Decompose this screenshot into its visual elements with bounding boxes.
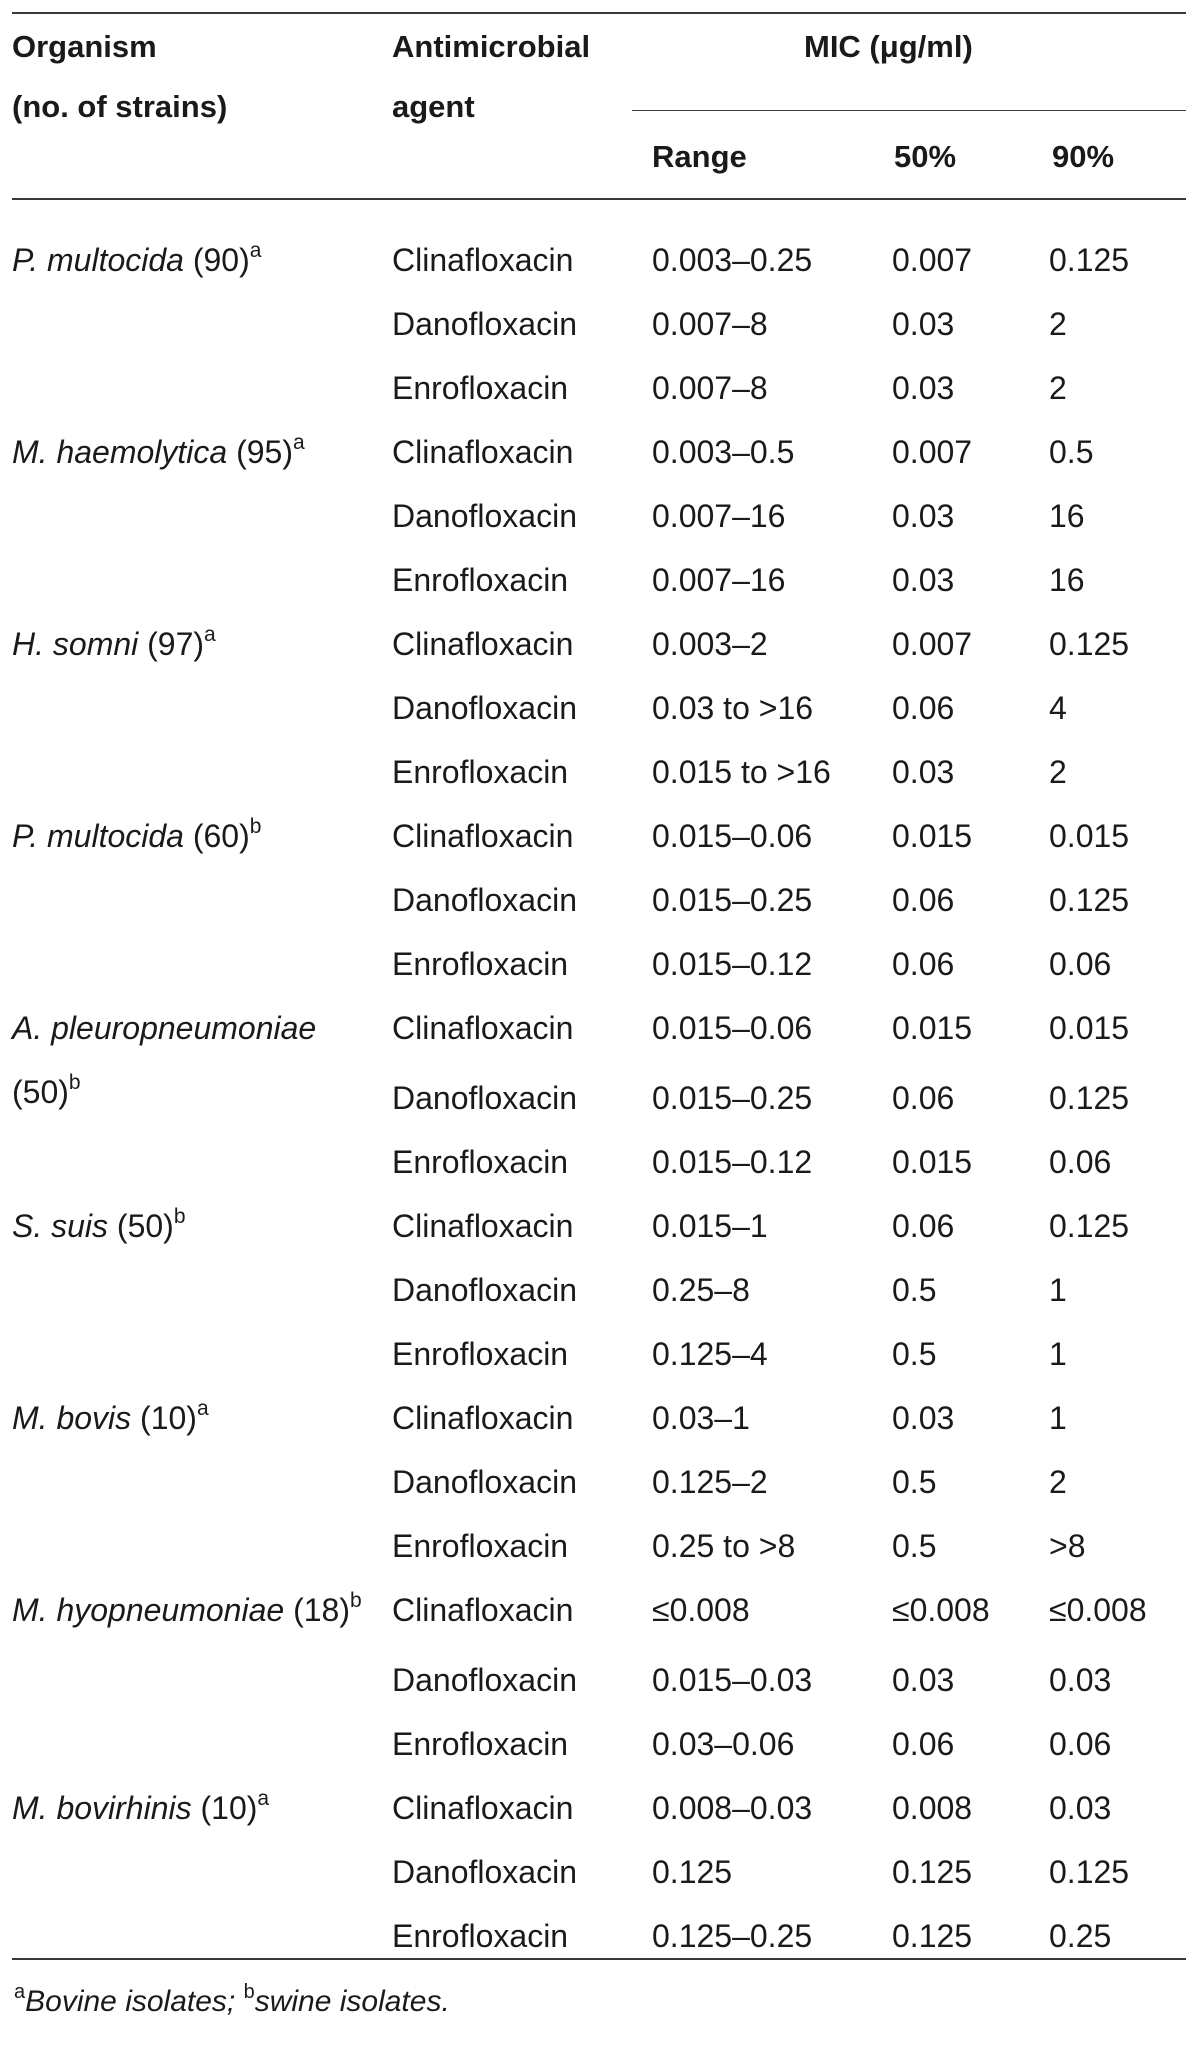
range-cell: 0.015–0.25 — [652, 1080, 813, 1116]
organism-strain-count: (97) — [147, 626, 205, 662]
agent-cell: Danofloxacin — [392, 1662, 577, 1698]
mic50-cell: 0.06 — [892, 882, 955, 918]
organism-strain-count: (50) — [12, 1074, 69, 1110]
header-bottom-rule — [12, 198, 1186, 200]
organism-strain-count: (95) — [236, 434, 293, 470]
mic50-cell: 0.03 — [892, 1400, 955, 1436]
range-cell: 0.125–2 — [652, 1464, 768, 1500]
organism-cell — [12, 1578, 382, 1642]
agent-cell: Enrofloxacin — [392, 946, 569, 982]
agent-cell: Clinafloxacin — [392, 1010, 574, 1046]
organism-cell — [12, 612, 216, 676]
agent-cell: Enrofloxacin — [392, 1918, 569, 1954]
organism-source-mark: b — [249, 815, 262, 838]
mic50-cell: 0.06 — [892, 1080, 955, 1116]
mic90-cell: 0.125 — [1049, 1854, 1130, 1890]
organism-cell — [12, 1776, 269, 1840]
organism-name: M. hyopneumoniae — [12, 1592, 285, 1628]
header-agent-line1: Antimicrobial — [392, 29, 591, 64]
mic50-cell: 0.03 — [892, 1662, 955, 1698]
mic90-cell: 0.06 — [1049, 1726, 1112, 1762]
mic50-cell: 0.007 — [892, 242, 973, 278]
mic50-cell: 0.015 — [892, 1144, 973, 1180]
mic90-cell: 2 — [1049, 1464, 1067, 1500]
agent-cell: Enrofloxacin — [392, 1528, 569, 1564]
table-bottom-rule — [12, 1958, 1186, 1960]
organism-name: P. multocida — [12, 242, 184, 278]
mic90-cell: 0.125 — [1049, 1080, 1130, 1116]
organism-source-mark: b — [68, 1071, 81, 1094]
footnote-mark-b: b — [243, 1981, 255, 2003]
mic50-cell: 0.5 — [892, 1464, 937, 1500]
mic50-cell: 0.03 — [892, 370, 955, 406]
mic90-cell: 0.25 — [1049, 1918, 1112, 1954]
organism-name: M. bovis — [12, 1400, 132, 1436]
mic50-cell: 0.03 — [892, 562, 955, 598]
organism-source-mark: a — [196, 1397, 209, 1420]
organism-strain-count: (60) — [192, 818, 250, 854]
agent-cell: Clinafloxacin — [392, 434, 574, 470]
range-cell: ≤0.008 — [652, 1592, 750, 1628]
mic90-cell: 1 — [1049, 1400, 1067, 1436]
organism-source-mark: a — [292, 431, 305, 454]
organism-name: P. multocida — [12, 818, 184, 854]
agent-cell: Enrofloxacin — [392, 370, 569, 406]
footnote-text-b: swine isolates. — [254, 1985, 450, 2018]
mic50-cell: 0.03 — [892, 498, 955, 534]
mic90-cell: 0.125 — [1049, 882, 1130, 918]
agent-cell: Enrofloxacin — [392, 562, 569, 598]
range-cell: 0.03 to >16 — [652, 690, 814, 726]
range-cell: 0.003–2 — [652, 626, 768, 662]
agent-cell: Danofloxacin — [392, 882, 577, 918]
organism-name: M. haemolytica — [12, 434, 228, 470]
mic90-cell: 0.5 — [1049, 434, 1094, 470]
range-cell: 0.015–0.03 — [652, 1662, 813, 1698]
agent-cell: Enrofloxacin — [392, 1726, 569, 1762]
agent-cell: Danofloxacin — [392, 1272, 577, 1308]
header-50-percent: 50% — [894, 139, 957, 174]
mic90-cell: 4 — [1049, 690, 1067, 726]
mic50-cell: 0.5 — [892, 1528, 937, 1564]
agent-cell: Clinafloxacin — [392, 1208, 574, 1244]
agent-cell: Clinafloxacin — [392, 1790, 574, 1826]
mic50-cell: ≤0.008 — [892, 1592, 990, 1628]
agent-cell: Danofloxacin — [392, 690, 577, 726]
mic90-cell: ≤0.008 — [1049, 1592, 1147, 1628]
agent-cell: Clinafloxacin — [392, 242, 574, 278]
range-cell: 0.003–0.25 — [652, 242, 813, 278]
organism-source-mark: a — [257, 1787, 270, 1810]
mic90-cell: 0.03 — [1049, 1790, 1112, 1826]
range-cell: 0.008–0.03 — [652, 1790, 813, 1826]
range-cell: 0.03–1 — [652, 1400, 750, 1436]
mic90-cell: 0.03 — [1049, 1662, 1112, 1698]
range-cell: 0.125 — [652, 1854, 733, 1890]
agent-cell: Danofloxacin — [392, 1080, 577, 1116]
organism-strain-count: (90) — [192, 242, 250, 278]
mic50-cell: 0.06 — [892, 690, 955, 726]
agent-cell: Danofloxacin — [392, 306, 577, 342]
agent-cell: Danofloxacin — [392, 1464, 577, 1500]
range-cell: 0.015–0.12 — [652, 946, 813, 982]
range-cell: 0.015–0.06 — [652, 818, 813, 854]
mic90-cell: 0.06 — [1049, 946, 1112, 982]
header-mic: MIC (μg/ml) — [804, 29, 973, 64]
header-agent-line2: agent — [392, 89, 475, 124]
organism-name: M. bovirhinis — [12, 1790, 192, 1826]
agent-cell: Clinafloxacin — [392, 1592, 574, 1628]
mic90-cell: >8 — [1049, 1528, 1086, 1564]
mic90-cell: 1 — [1049, 1272, 1067, 1308]
range-cell: 0.003–0.5 — [652, 434, 795, 470]
mic90-cell: 2 — [1049, 306, 1067, 342]
mic50-cell: 0.5 — [892, 1272, 937, 1308]
mic50-cell: 0.125 — [892, 1918, 973, 1954]
range-cell: 0.015–0.25 — [652, 882, 813, 918]
agent-cell: Enrofloxacin — [392, 754, 569, 790]
mic50-cell: 0.03 — [892, 306, 955, 342]
table-top-rule — [12, 12, 1186, 14]
organism-source-mark: b — [173, 1205, 186, 1228]
mic50-cell: 0.5 — [892, 1336, 937, 1372]
mic90-cell: 0.125 — [1049, 242, 1130, 278]
header-organism-line1: Organism — [12, 29, 157, 64]
mic-subheader-rule — [632, 110, 1186, 111]
mic50-cell: 0.06 — [892, 1208, 955, 1244]
mic90-cell: 2 — [1049, 370, 1067, 406]
range-cell: 0.125–4 — [652, 1336, 768, 1372]
range-cell: 0.007–16 — [652, 562, 786, 598]
organism-cell — [12, 1386, 209, 1450]
mic90-cell: 0.125 — [1049, 1208, 1130, 1244]
organism-strain-count: (10) — [140, 1400, 197, 1436]
organism-strain-count: (18) — [293, 1592, 350, 1628]
header-organism-line2: (no. of strains) — [12, 89, 228, 124]
mic50-cell: 0.008 — [892, 1790, 973, 1826]
mic90-cell: 0.015 — [1049, 818, 1130, 854]
range-cell: 0.015 to >16 — [652, 754, 831, 790]
range-cell: 0.007–16 — [652, 498, 786, 534]
range-cell: 0.03–0.06 — [652, 1726, 795, 1762]
footnote-mark-a: a — [14, 1981, 26, 2003]
mic90-cell: 16 — [1049, 498, 1085, 534]
organism-cell — [12, 804, 261, 868]
organism-source-mark: a — [249, 239, 262, 262]
range-cell: 0.015–0.06 — [652, 1010, 813, 1046]
footnote-text-a: Bovine isolates; — [25, 1985, 244, 2018]
mic50-cell: 0.125 — [892, 1854, 973, 1890]
organism-cell — [12, 228, 261, 292]
mic90-cell: 16 — [1049, 562, 1085, 598]
range-cell: 0.007–8 — [652, 306, 768, 342]
range-cell: 0.015–1 — [652, 1208, 768, 1244]
organism-cell — [12, 420, 305, 484]
mic50-cell: 0.007 — [892, 434, 973, 470]
range-cell: 0.015–0.12 — [652, 1144, 813, 1180]
header-90-percent: 90% — [1052, 139, 1115, 174]
mic90-cell: 0.06 — [1049, 1144, 1112, 1180]
table-footnote — [14, 1978, 450, 2026]
organism-cell — [12, 1194, 186, 1258]
organism-strain-count: (10) — [200, 1790, 258, 1826]
organism-strain-count: (50) — [116, 1208, 174, 1244]
agent-cell: Clinafloxacin — [392, 1400, 574, 1436]
agent-cell: Enrofloxacin — [392, 1144, 569, 1180]
mic50-cell: 0.06 — [892, 946, 955, 982]
agent-cell: Danofloxacin — [392, 1854, 577, 1890]
mic90-cell: 1 — [1049, 1336, 1067, 1372]
range-cell: 0.125–0.25 — [652, 1918, 813, 1954]
agent-cell: Clinafloxacin — [392, 626, 574, 662]
agent-cell: Enrofloxacin — [392, 1336, 569, 1372]
organism-name: H. somni — [12, 626, 139, 662]
mic90-cell: 0.125 — [1049, 626, 1130, 662]
mic50-cell: 0.03 — [892, 754, 955, 790]
mic90-cell: 2 — [1049, 754, 1067, 790]
agent-cell: Danofloxacin — [392, 498, 577, 534]
range-cell: 0.25 to >8 — [652, 1528, 796, 1564]
mic90-cell: 0.015 — [1049, 1010, 1130, 1046]
mic50-cell: 0.015 — [892, 1010, 973, 1046]
organism-cell — [12, 996, 382, 1124]
organism-name: S. suis — [12, 1208, 109, 1244]
header-range: Range — [652, 139, 747, 174]
agent-cell: Clinafloxacin — [392, 818, 574, 854]
organism-source-mark: a — [204, 623, 216, 646]
organism-name: A. pleuropneumoniae — [12, 1010, 317, 1046]
range-cell: 0.25–8 — [652, 1272, 750, 1308]
mic50-cell: 0.06 — [892, 1726, 955, 1762]
mic50-cell: 0.007 — [892, 626, 973, 662]
mic50-cell: 0.015 — [892, 818, 973, 854]
range-cell: 0.007–8 — [652, 370, 768, 406]
organism-source-mark: b — [349, 1589, 362, 1612]
